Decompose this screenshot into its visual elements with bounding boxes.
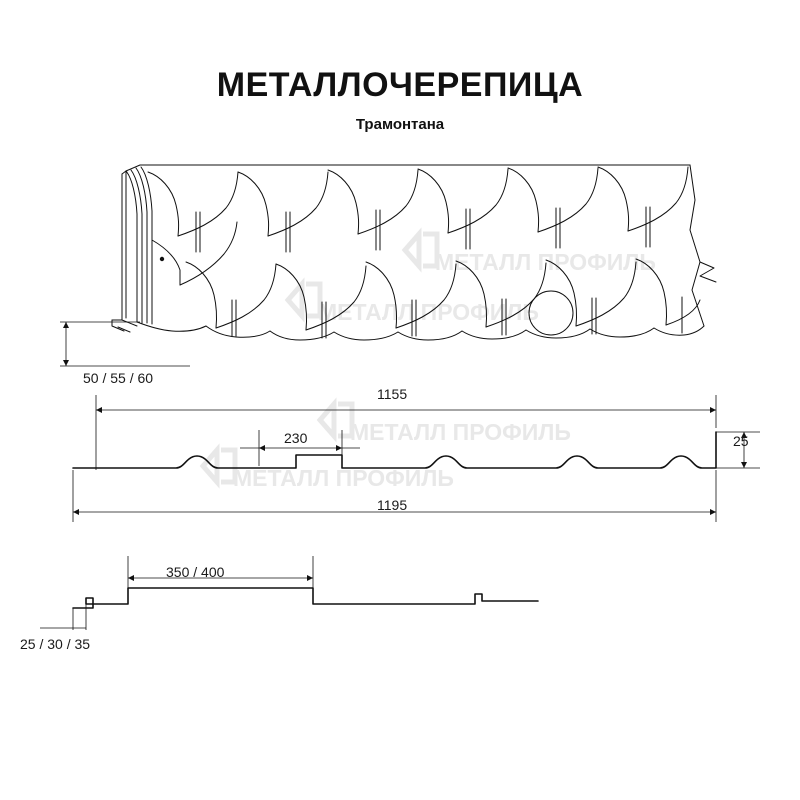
label-step-length: 350 / 400	[166, 564, 225, 580]
label-total-width: 1195	[377, 497, 408, 513]
watermark-text: МЕТАЛЛ ПРОФИЛЬ	[350, 419, 571, 445]
watermark-text: МЕТАЛЛ ПРОФИЛЬ	[233, 465, 454, 491]
dim-step-height	[60, 322, 190, 366]
label-step-height: 50 / 55 / 60	[83, 370, 154, 386]
watermark-text: МЕТАЛЛ ПРОФИЛЬ	[435, 249, 656, 275]
label-step-rise: 25 / 30 / 35	[20, 636, 91, 652]
dimensions-front-profile	[73, 395, 760, 522]
watermark-logo-icon	[288, 284, 320, 316]
watermark-logo-icon	[203, 450, 235, 482]
page-subtitle: Трамонтана	[355, 116, 445, 133]
label-useful-width: 1155	[377, 386, 408, 402]
watermark-logo-icon	[405, 234, 437, 266]
side-step-view	[73, 588, 538, 608]
watermark-group	[203, 234, 656, 491]
watermark-text: МЕТАЛЛ ПРОФИЛЬ	[318, 299, 539, 325]
watermark-logo-icon	[320, 404, 352, 436]
page-title: МЕТАЛЛОЧЕРЕПИЦА	[216, 66, 584, 104]
label-wave-pitch: 230	[284, 430, 308, 446]
label-profile-height: 25	[733, 433, 749, 449]
